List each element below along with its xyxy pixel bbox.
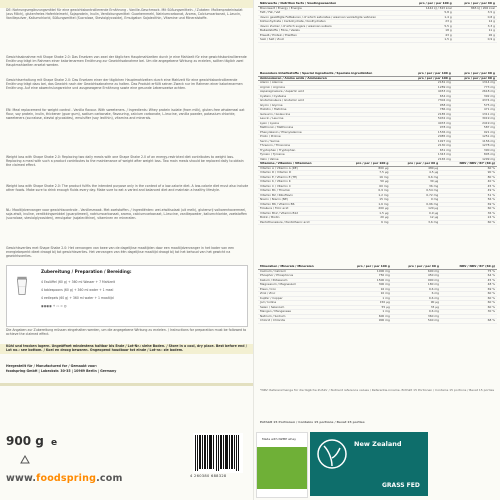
nutrition-cell: 5,8 g — [408, 11, 454, 16]
mineral-cell: 0,6 mg — [392, 310, 441, 315]
nutrition-cell: 23 g — [408, 20, 454, 25]
vitamin-cell: 51 % — [440, 193, 497, 198]
nutrition-cell: davon Zucker / of which sugars / waarvan suikers — [258, 24, 408, 29]
vitamin-cell: 120 µg — [390, 207, 440, 212]
nzmp-green-panel — [257, 447, 307, 489]
nutrition-cell: 1,5 g — [408, 38, 454, 43]
amino-cell: 2181 mg — [406, 81, 453, 86]
vitamin-cell: 36 mg — [390, 184, 440, 189]
amino-cell: Tryptophan / Tryptophan — [258, 148, 406, 153]
vitamin-cell: Biotin / Biotin — [258, 216, 338, 221]
amino-cell: Asparaginsäure / Aspartic acid — [258, 90, 406, 95]
vitamin-header-label: Vitamine / Vitamins / Vitaminen — [258, 162, 338, 166]
vitamin-cell: 90 % — [440, 171, 497, 176]
vitamin-row — [258, 220, 497, 225]
special-header-60g: pro / per / per 60 g — [453, 72, 497, 76]
amino-cell: 1343 mg — [406, 153, 453, 158]
amino-cell: 1299 mg — [453, 157, 497, 162]
vitamin-cell: Vitamin B6 / Vitamin B6 — [258, 202, 338, 207]
mineral-cell: Chlorid / Chloride — [258, 319, 340, 324]
mineral-cell: 45 % — [441, 278, 497, 283]
new-zealand-text: New Zealand — [354, 440, 402, 448]
amino-header-label: Aminosäuren / Amino acids / Aminozuren — [258, 76, 406, 81]
mineral-cell: Kupfer / Copper — [258, 296, 340, 301]
vitamin-header-nrv: NRV / NRV / RI* (60 g) — [440, 162, 497, 166]
amino-cell: 1278 mg — [453, 144, 497, 149]
amino-cell: 7304 mg — [406, 99, 453, 104]
vitamin-rows — [258, 166, 497, 225]
nutrition-cell: 1442 kJ / 343 kcal — [408, 6, 454, 11]
preparation-box — [6, 265, 248, 327]
amino-cell: Glycin / Glycine — [258, 103, 406, 108]
nutrition-cell: 18 g — [408, 29, 454, 34]
vitamin-cell: 20 µg — [338, 216, 391, 221]
mineral-rows — [258, 269, 497, 323]
amino-cell: 4453 mg — [406, 90, 453, 95]
nutrition-cell: 14 g — [454, 20, 497, 25]
barcode — [193, 433, 243, 473]
net-weight — [6, 434, 57, 448]
mineral-header-60g: pro / per / per 60 g — [392, 265, 441, 269]
vitamin-cell: Vitamin B12 / Vitamin B12 — [258, 211, 338, 216]
nutrition-header-60g: pro / per / per 60 g — [454, 2, 497, 6]
mineral-cell: 360 mg — [392, 314, 441, 319]
amino-cell: 1156 mg — [453, 139, 497, 144]
nutrition-cell: 26 g — [454, 33, 497, 38]
vitamin-cell: 0,54 mg — [390, 189, 440, 194]
vitamin-cell: 69 % — [440, 202, 497, 207]
vitamin-cell: 80 % — [440, 175, 497, 180]
amino-cell: Histidin / Histidine — [258, 108, 406, 113]
website-prefix: www. — [6, 473, 37, 484]
divider-stripe — [0, 383, 253, 386]
amino-cell: Isoleucin / Isoleucine — [258, 112, 406, 117]
amino-cell: 390 mg — [453, 148, 497, 153]
amino-cell: 1314 mg — [453, 81, 497, 86]
vitamin-cell: 0,9 mg — [338, 189, 391, 194]
nutrition-cell: Ballaststoffe / Fibre / Vezels — [258, 29, 408, 34]
mineral-cell: 1 mg — [340, 296, 392, 301]
vitamin-cell: 40 % — [440, 180, 497, 185]
amino-cell: 2419 mg — [453, 121, 497, 126]
vitamin-cell: 60 % — [440, 207, 497, 212]
mineral-cell: 600 mg — [340, 314, 392, 319]
shaker-icon — [15, 276, 29, 296]
vitamin-cell: 6 mg — [338, 220, 391, 225]
net-weight-value: 900 g — [6, 434, 44, 448]
amino-cell: Methionin / Methionine — [258, 126, 406, 131]
special-header-100g: pro / per / per 100 g — [406, 72, 453, 76]
vitamin-cell: 1,6 mg — [338, 202, 391, 207]
mineral-cell: 900 mg — [340, 319, 392, 324]
mineral-header-label: Mineralien / Minerals / Mineralen — [258, 265, 340, 269]
nutrition-cell: Brennwert / Energy / Energie — [258, 6, 408, 11]
vitamin-cell: 30 µg — [390, 180, 440, 185]
manufacturer-address: foodspring GmbH | Lobeckstr. 30-35 | 10969 Berlin | Germany — [6, 369, 117, 373]
mineral-cell: 55 µg — [340, 305, 392, 310]
vitamin-cell: 200 µg — [338, 207, 391, 212]
amino-cell: Alanin / Alanine — [258, 81, 406, 86]
vitamin-cell: 16 mg — [338, 175, 391, 180]
mineral-cell: 180 mg — [392, 283, 441, 288]
vitamin-cell: Folsäure / Folic acid — [258, 207, 338, 212]
vitamin-cell: Vitamin A / Vitamin A (RE) — [258, 166, 338, 171]
amino-cell: Arginin / Arginine — [258, 85, 406, 90]
amino-cell: Glutaminsäure / Glutamic acid — [258, 99, 406, 104]
vitamin-cell: Vitamin C / Vitamin C — [258, 184, 338, 189]
amino-cell: 958 mg — [406, 103, 453, 108]
nutrition-rows — [258, 6, 497, 42]
amino-rows — [258, 81, 497, 162]
mineral-cell: Jod / Iodine — [258, 301, 340, 306]
special-header-label: Besondere Inhaltsstoffe / Special ingredients / Speciale ingrediënten — [258, 72, 406, 76]
mineral-cell: 600 mg — [392, 269, 441, 274]
mineral-cell: 60 % — [441, 301, 497, 306]
nutrition-panel — [253, 0, 500, 500]
nutrition-cell: 43 g — [408, 33, 454, 38]
vitamin-cell: 480 µg — [390, 166, 440, 171]
website-brand: foodspring — [36, 473, 97, 484]
nutrition-cell: 3,5 g — [454, 11, 497, 16]
amino-table — [258, 72, 497, 162]
vitamin-cell: Vitamin K / Vitamin K — [258, 180, 338, 185]
amino-cell: 2130 mg — [406, 144, 453, 149]
amino-cell: 1927 mg — [406, 139, 453, 144]
mineral-cell: Phosphor / Phosphorus — [258, 274, 340, 279]
nutrition-header-label: Nährwerte / Nutrition facts / Voedingswaarden — [258, 2, 408, 6]
website-suffix: .com — [96, 473, 123, 484]
vitamin-cell: 1,2 mg — [338, 193, 391, 198]
nutrition-table — [258, 2, 497, 43]
mineral-cell: 75 % — [441, 269, 497, 274]
de-ingredients: DE: Nahrungsergänzungsmittel für eine gewichtskontrollierende Ernährung - Vanille-Geschmack. Mit Süßungsmitteln. / Zutaten: Molkenproteinisolat (aus Milch), glutenfreies Haferkleimehl, Sojaprotein, Inulin, Verdickungsmittel: Guarkernmehl, Natriumcarbonat, Aroma, Calciumcarbonat, L-Leucin, Vanillepulver, Kaliumchlorid, Süßungsmittel (Sucralose, Steviolglycoside), Emulgator: Sojalecithin, Vitamine und Mineralstoffe. — [6, 8, 243, 21]
vitamin-cell: 49 % — [440, 189, 497, 194]
mineral-header-100g: pro / per / per 100 g — [340, 265, 392, 269]
mineral-cell: Eisen / Iron — [258, 287, 340, 292]
amino-cell: 805 mg — [453, 153, 497, 158]
grass-fed-text: GRASS FED — [382, 482, 420, 489]
top-stripe — [0, 0, 253, 8]
nutrition-cell: 3,3 g — [454, 24, 497, 29]
amino-cell: Threonin / Threonine — [258, 144, 406, 149]
vitamin-cell: 24 % — [440, 216, 497, 221]
amino-cell: Lysin / Lysine — [258, 121, 406, 126]
vitamin-cell: 3,6 mg — [390, 220, 440, 225]
prep-line-nl: 4 eetlepels (60 g) + 360 ml water + 1 maaltijd — [41, 296, 114, 300]
vitamin-cell: Niacin / Niacin (NE) — [258, 198, 338, 203]
vitamin-cell: 15 mg — [338, 198, 391, 203]
mineral-cell: 16 mg — [340, 287, 392, 292]
mineral-cell: 0,6 mg — [392, 296, 441, 301]
mineral-cell: 60 % — [441, 296, 497, 301]
vitamin-cell: 0,96 mg — [390, 202, 440, 207]
vitamin-cell: 4,5 µg — [390, 171, 440, 176]
vitamin-cell: Pantothensäure / Pantothenic acid — [258, 220, 338, 225]
en-ingredients: EN: Meal replacement for weight control - Vanilla flavour. With sweeteners. / Ingredients: Whey protein isolate (from milk), gluten-free wholemeal oat flour, soy protein, inulin, thickener (guar gum), sodium carbonate, flavouring, calcium carbonate, L-leucine, vanilla powder, potassium chloride, sweeteners (sucralose, steviol glycosides), emulsifier (soy lecithin), vitamins and minerals. — [6, 108, 245, 121]
estimated-sign: e — [51, 438, 58, 448]
mineral-cell: 1000 mg — [340, 269, 392, 274]
prep-line-de: 4 Esslöffel (60 g) + 360 ml Wasser + 7 Mahlzeit — [41, 280, 116, 284]
mineral-cell: 90 µg — [392, 301, 441, 306]
mineral-cell: Selen / Selenium — [258, 305, 340, 310]
amino-cell: 921 mg — [453, 130, 497, 135]
nutrition-facts-section — [258, 2, 497, 43]
vitamin-header-60g: pro / per / per 60 g — [390, 162, 440, 166]
nutrition-cell: 1,4 g — [408, 15, 454, 20]
vitamin-cell: 9 mg — [390, 198, 440, 203]
mineral-cell: Mangan / Manganese — [258, 310, 340, 315]
nutrition-cell: Eiweiß / Protein / Eiwitten — [258, 33, 408, 38]
vitamin-cell: 0,72 mg — [390, 193, 440, 198]
nl-weight-loss-text: Gewichtsverlies met Shape Shake 2.0: Het vervangen van twee van de dagelijkse maaltijden door een maaltijdvervanger in het kader van een energiebeperkt dieet draagt bij tot gewichtsverlies. Het vervangen van één dagelijkse maaltijd draagt bij tot het behoud van het gewicht na gewichtsverlies. — [6, 246, 235, 259]
amino-header-100g: pro / per / per 100 g — [406, 76, 453, 81]
prep-spoon-icons: ◉◉◉◉ + ▭ = ◎ — [41, 304, 67, 308]
mineral-cell: Zink / Zinc — [258, 292, 340, 297]
nutrition-cell: Fett / Fat / Vet — [258, 11, 408, 16]
mineral-cell: 48 % — [441, 283, 497, 288]
nutrition-cell: Kohlenhydrate / Carbohydrate / Koolhydraten — [258, 20, 408, 25]
amino-section — [258, 72, 497, 162]
vitamin-cell: 7,5 µg — [338, 171, 391, 176]
amino-cell: 392 mg — [453, 94, 497, 99]
mineral-cell: 750 mg — [340, 274, 392, 279]
amino-cell: 2085 mg — [406, 135, 453, 140]
amino-cell: 3019 mg — [453, 117, 497, 122]
mineral-cell: 6 mg — [392, 292, 441, 297]
amino-cell: 5032 mg — [406, 117, 453, 122]
amino-cell: 773 mg — [453, 85, 497, 90]
mineral-cell: 450 mg — [392, 274, 441, 279]
vitamin-cell: 50 µg — [338, 180, 391, 185]
nzmp-badge — [256, 432, 308, 498]
nl-ingredients: NL: Maaltijdvervanger voor gewichtscontrole - Vanillesmaak. Met zoetstoffen. / Ingrediënten: wei-eiwitisolaat (uit melk), glutenvrij volkorenhavermeel, soja-eiwit, inuline, verdikkingsmiddel (guarpitmeel), natriumcarbonaat, aroma, calciumcarbonaat, L-leucine, vanillepoeder, kaliumchloride, zoetstoffen (sucralose, steviolglycosiden), emulgator (sojalecithine), vitaminen en mineralen. — [6, 208, 247, 221]
amino-cell: 2165 mg — [406, 157, 453, 162]
amino-cell: Cystein / Cysteine — [258, 94, 406, 99]
amino-cell: 786 mg — [406, 108, 453, 113]
amino-cell: 651 mg — [406, 148, 453, 153]
mineral-cell: Kalium / Potassium — [258, 278, 340, 283]
mineral-cell: 9,6 mg — [392, 287, 441, 292]
amino-cell: Serin / Serine — [258, 139, 406, 144]
mineral-cell: 10 mg — [340, 292, 392, 297]
amino-cell: 654 mg — [406, 94, 453, 99]
vitamin-cell: 1,5 µg — [338, 211, 391, 216]
mineral-cell: 1 mg — [340, 310, 392, 315]
amino-header-60g: pro / per / per 60 g — [453, 76, 497, 81]
vitamin-cell: 12 µg — [390, 216, 440, 221]
amino-cell: 1536 mg — [406, 130, 453, 135]
vitamin-table — [258, 162, 497, 225]
amino-cell: Phenylalanin / Phenylalanine — [258, 130, 406, 135]
prep-note: Die Angaben zur Zubereitung müssen eingehalten werden, um die angegebene Wirkung zu erzielen. / Instructions for preparation must be followed to achieve the claimed effect. — [6, 328, 247, 337]
nutrition-cell: davon gesättigte Fettsäuren / of which saturates / waarvan verzadigde vetzuren — [258, 15, 408, 20]
vitamin-cell: Vitamin B2 / Riboflavin — [258, 193, 338, 198]
nutrition-cell: 0,9 g — [454, 38, 497, 43]
manufacturer-label: Hergestellt für / Manufactured for / Gemaakt voor: — [6, 364, 98, 368]
vitamin-section — [258, 162, 497, 225]
mineral-table — [258, 265, 497, 324]
mineral-cell: Magnesium / Magnesium — [258, 283, 340, 288]
vitamin-cell: 9,6 mg — [390, 175, 440, 180]
amino-cell: 2185 mg — [406, 112, 453, 117]
mineral-row — [258, 319, 497, 324]
amino-cell: 575 mg — [453, 103, 497, 108]
amino-cell: Leucin / Leucine — [258, 117, 406, 122]
nutrition-cell: Salz / Salt / Zout — [258, 38, 408, 43]
nutrition-cell: 0,8 g — [454, 15, 497, 20]
amino-cell: 1289 mg — [406, 85, 453, 90]
mineral-cell: 900 mg — [392, 278, 441, 283]
mineral-cell: 68 % — [441, 319, 497, 324]
storage-text: Kühl und trocken lagern. Ungeöffnet mindestens haltbar bis Ende / Lot-Nr.: siehe Boden. / Store in a cool, dry place. Best before end / Lot no.: see bottom. / Koel en droog bewaren. Ongeopend houdbaar tot einde / Lot-nr.: zie bodem. — [6, 344, 247, 353]
mineral-cell: 540 mg — [392, 319, 441, 324]
vitamin-cell: 45 % — [440, 184, 497, 189]
recycle-icon — [18, 455, 32, 467]
mineral-cell: 60 % — [441, 292, 497, 297]
de-weight-maintenance-text: Gewichtserhaltung mit Shape Shake 2.0: Das Ersetzen einer der täglichen Hauptmahlzeiten durch eine Mahlzeit für eine gewichtskontrollierende Ernährung trägt dazu bei, das Gewicht nach der Gewichtsabnahme zu halten. Das Produkt erfüllt seinen Zweck nur im Rahmen einer kalorienarmen Ernährung. Auf eine abwechslungsreiche und ausgewogene Ernährung sowie eine gesunde Lebensweise achten. — [6, 78, 243, 91]
mineral-cell: 1500 mg — [340, 278, 392, 283]
de-weight-loss-text: Gewichtsabnahme mit Shape Shake 2.0: Das Ersetzen von zwei der täglichen Hauptmahlzeiten durch je eine Mahlzeit für eine gewichtskontrollierende Ernährung trägt im Rahmen einer kalorienarmen Ernährung zur Gewichtsabnahme bei. Um die angegebene Wirkung zu erzielen, sollten täglich zwei Hauptmahlzeiten ersetzt werden. — [6, 55, 247, 68]
vitamin-cell: 36 % — [440, 211, 497, 216]
nrv-footnote: *NRV: Referenzmenge für die tägliche Zufuhr / Nutrient reference values / Referentie-inname. Enthält 15 Portionen / Contains 15 portions / Bevat 15 porties — [260, 388, 495, 392]
amino-cell: Prolin / Proline — [258, 135, 406, 140]
servings-text: Enthält 15 Portionen / Contains 15 portions / Bevat 15 porties — [260, 420, 365, 424]
amino-cell: 4033 mg — [406, 121, 453, 126]
vitamin-cell: Vitamin B1 / Thiamin — [258, 189, 338, 194]
amino-cell: 4374 mg — [453, 99, 497, 104]
amino-cell: 1311 mg — [453, 112, 497, 117]
website — [6, 473, 123, 484]
nutrition-cell: 11 g — [454, 29, 497, 34]
amino-cell: 587 mg — [453, 126, 497, 131]
barcode-number: 4 260380 688328 — [190, 474, 227, 478]
mineral-cell: 30 % — [441, 310, 497, 315]
en-weight-maintenance-text: Weight loss with Shape Shake 2.0: The product fulfils the intended purpose only in the context of a low-calorie diet. A low-calorie diet must also include other foods. Make sure to drink enough fluids every day. Make sure to eat a varied and balanced diet and maintain a healthy lifestyle. — [6, 184, 249, 193]
mineral-cell: Calcium / Calcium — [258, 269, 340, 274]
nutrition-cell: 5,5 g — [408, 24, 454, 29]
mineral-cell: 33 µg — [392, 305, 441, 310]
prep-line-en: 4 tablespoons (60 g) + 360 ml water + 1 meal — [41, 288, 114, 292]
mineral-cell: 64 % — [441, 274, 497, 279]
amino-cell: Tyrosin / Tyrosine — [258, 153, 406, 158]
vitamin-cell: Vitamin E / Vitamin E (TE) — [258, 175, 338, 180]
vitamin-cell: 0,9 µg — [390, 211, 440, 216]
vitamin-cell: 56 % — [440, 198, 497, 203]
vitamin-cell: 800 µg — [338, 166, 391, 171]
amino-cell: Valin / Valine — [258, 157, 406, 162]
fern-icon — [316, 438, 348, 470]
vitamin-cell: 60 % — [440, 166, 497, 171]
mineral-section — [258, 265, 497, 324]
mineral-header-nrv: NRV / NRV / RI* (60 g) — [441, 265, 497, 269]
vitamin-cell: Vitamin D / Vitamin D — [258, 171, 338, 176]
nzmp-label: Made with NZMP whey — [262, 437, 297, 441]
mineral-cell: 300 mg — [340, 283, 392, 288]
amino-cell: 471 mg — [453, 108, 497, 113]
nutrition-row — [258, 38, 497, 43]
nutrition-cell: 865 kJ / 206 kcal — [454, 6, 497, 11]
mineral-cell: 60 % — [441, 305, 497, 310]
vitamin-cell: 60 mg — [338, 184, 391, 189]
preparation-title: Zubereitung / Preparation / Bereiding: — [41, 269, 132, 274]
mineral-cell: 150 µg — [340, 301, 392, 306]
mineral-cell: Natrium / Sodium — [258, 314, 340, 319]
new-zealand-badge — [310, 432, 428, 496]
nutrition-header-100g: pro / per / per 100 g — [408, 2, 454, 6]
amino-cell: 1251 mg — [453, 135, 497, 140]
mineral-cell: 69 % — [441, 287, 497, 292]
amino-cell: 978 mg — [406, 126, 453, 131]
vitamin-header-100g: pro / per / per 100 g — [338, 162, 391, 166]
vitamin-cell: 60 % — [440, 220, 497, 225]
amino-cell: 2618 mg — [453, 90, 497, 95]
en-weight-loss-text: Weight loss with Shape Shake 2.0: Replacing two daily meals with one Shape Shake 2.0 of an energy-restricted diet contributes to weight loss. Replacing a meal with such a product contributes to the maintenance of weight after weight loss. Two main meals should be replaced daily to obtain the claimed effect. — [6, 155, 244, 168]
